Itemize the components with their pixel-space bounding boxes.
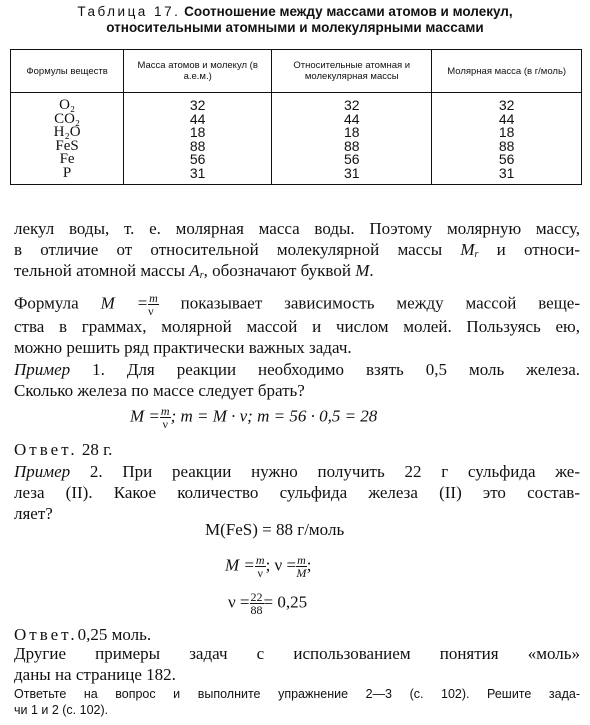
table-cell: 44 xyxy=(343,110,360,127)
para2-line1 xyxy=(14,292,580,317)
example1-line1 xyxy=(14,359,580,380)
formulas-column xyxy=(11,93,124,185)
fraction-numerator: m xyxy=(297,553,306,567)
mass-table xyxy=(10,49,582,185)
table-cell: 44 xyxy=(189,110,206,127)
fraction-denominator: 88 xyxy=(250,603,263,617)
eq-end: ; xyxy=(306,555,312,575)
table-cell: O₂ xyxy=(59,97,76,113)
mr-subscript: r xyxy=(474,249,479,260)
example2-answer xyxy=(14,624,580,645)
para2-text: показывает зависимость между массой веще- xyxy=(158,293,581,313)
answer-label: Ответ. xyxy=(14,440,78,459)
header-molar-mass: Молярная масса (в г/моль) xyxy=(432,50,582,93)
table-cell: 18 xyxy=(498,124,515,140)
table-caption-line2: относительными атомными и молекулярными массами xyxy=(106,20,484,35)
example1-text: 1. Для реакции необходимо взять 0,5 моль железа. xyxy=(70,360,580,379)
formula-fraction xyxy=(148,292,159,317)
fraction-numerator: m xyxy=(149,291,158,305)
para1-line1: лекул воды, т. е. молярная масса воды. Поэтому молярную массу, xyxy=(14,219,580,238)
example2-line3: ляет? xyxy=(14,504,53,523)
table-cell: 88 xyxy=(189,137,206,154)
table-cell: CO₂ xyxy=(54,110,81,127)
header-relative-mass: Относительные атомная и молекулярная массы xyxy=(272,50,432,93)
formula-lhs: M = xyxy=(100,293,149,313)
example1-equation xyxy=(130,405,377,430)
fraction-numerator: m xyxy=(255,553,265,567)
para3-line2: даны на странице 182. xyxy=(14,665,176,684)
table-cell: 88 xyxy=(343,137,360,154)
table-header-row xyxy=(11,50,582,93)
example2-text: 2. При реакции нужно получить 22 г сульфида же- xyxy=(70,462,580,481)
table-cell: 32 xyxy=(498,97,515,113)
example2-equation3 xyxy=(228,591,307,616)
answer-label: Ответ. xyxy=(14,625,78,644)
answer-value: 0,25 моль. xyxy=(77,625,152,644)
para1-text: . xyxy=(369,261,374,280)
table-caption-label: Таблица 17. xyxy=(77,4,181,19)
eq-lhs: M = xyxy=(130,406,160,426)
eq-lhs: M = xyxy=(225,555,255,575)
table-cell: 56 xyxy=(189,151,206,167)
header-mass-amu: Масса атомов и молекул (в а.е.м.) xyxy=(124,50,272,93)
table-cell: 31 xyxy=(343,164,360,181)
eq-rest: = 0,25 xyxy=(263,592,308,612)
example2-line1 xyxy=(14,461,580,482)
table-cell: 56 xyxy=(498,151,515,167)
fraction-denominator: M xyxy=(296,566,307,580)
table-caption-title: Соотношение между массами атомов и молекул, xyxy=(184,4,513,19)
example1-label: Пример xyxy=(14,360,71,379)
ar-symbol: A xyxy=(189,261,200,280)
table-cell: Fe xyxy=(59,151,75,167)
eq-fraction xyxy=(160,405,171,430)
example2-label: Пример xyxy=(14,462,71,481)
eq-fraction xyxy=(250,591,264,616)
fraction-numerator: m xyxy=(160,404,170,418)
example1-line2: Сколько железа по массе следует брать? xyxy=(14,381,305,400)
para2-line3: можно решить ряд практически важных задач. xyxy=(14,338,352,357)
para2-text: Формула xyxy=(14,293,101,313)
table-cell: FeS xyxy=(55,137,79,154)
eq-fraction xyxy=(255,554,266,579)
fraction-denominator: ν xyxy=(148,304,154,318)
footer-line1: Ответьте на вопрос и выполните упражнение 2—3 (с. 102). Решите зада- xyxy=(14,687,580,701)
table-cell: 31 xyxy=(498,164,515,181)
fraction-denominator: ν xyxy=(162,417,168,431)
m-symbol: M xyxy=(355,261,370,280)
table-cell: 44 xyxy=(498,110,515,127)
table-cell: 18 xyxy=(343,124,360,140)
table-cell: 31 xyxy=(189,164,206,181)
relative-mass-column xyxy=(272,93,432,185)
fraction-numerator: 22 xyxy=(250,590,263,604)
eq-fraction xyxy=(296,554,307,579)
table-cell: P xyxy=(62,164,72,181)
footer-line2: чи 1 и 2 (с. 102). xyxy=(14,703,109,717)
table-caption xyxy=(0,4,590,19)
eq-rest: ; m = M · ν; m = 56 · 0,5 = 28 xyxy=(170,406,378,426)
fraction-denominator: ν xyxy=(257,566,263,580)
para2-line2: ства в граммах, молярной массой и числом молей. Пользуясь ею, xyxy=(14,317,580,336)
table-cell: H₂O xyxy=(53,124,81,140)
para1-text: в отличие от относительной молекулярной массы xyxy=(14,240,461,259)
para1-text: и относи- xyxy=(478,240,580,259)
para1-line3 xyxy=(14,260,580,286)
molar-mass-column xyxy=(432,93,582,185)
table-cell: 32 xyxy=(343,97,360,113)
header-formulas: Формулы веществ xyxy=(11,50,124,93)
mass-amu-column xyxy=(124,93,272,185)
mr-symbol: M xyxy=(460,240,475,259)
para1-text: тельной атомной массы xyxy=(14,261,190,280)
ar-subscript: r xyxy=(199,270,204,281)
example2-equation1: M(FeS) = 88 г/моль xyxy=(205,520,345,539)
para3-line1: Другие примеры задач с использованием понятия «моль» xyxy=(14,644,580,663)
example2-line2: леза (II). Какое количество сульфида железа (II) это состав- xyxy=(14,483,580,502)
example2-equation2 xyxy=(225,554,311,579)
table-cell: 88 xyxy=(498,137,515,154)
table-body-row xyxy=(11,93,582,185)
eq-lhs: ν = xyxy=(228,592,250,612)
table-cell: 32 xyxy=(189,97,206,113)
table-cell: 18 xyxy=(189,124,206,140)
example1-answer xyxy=(14,439,580,460)
table-cell: 56 xyxy=(343,151,360,167)
para1-text: , обозначают буквой xyxy=(203,261,356,280)
eq-mid: ; ν = xyxy=(265,555,297,575)
answer-value: 28 г. xyxy=(77,440,113,459)
